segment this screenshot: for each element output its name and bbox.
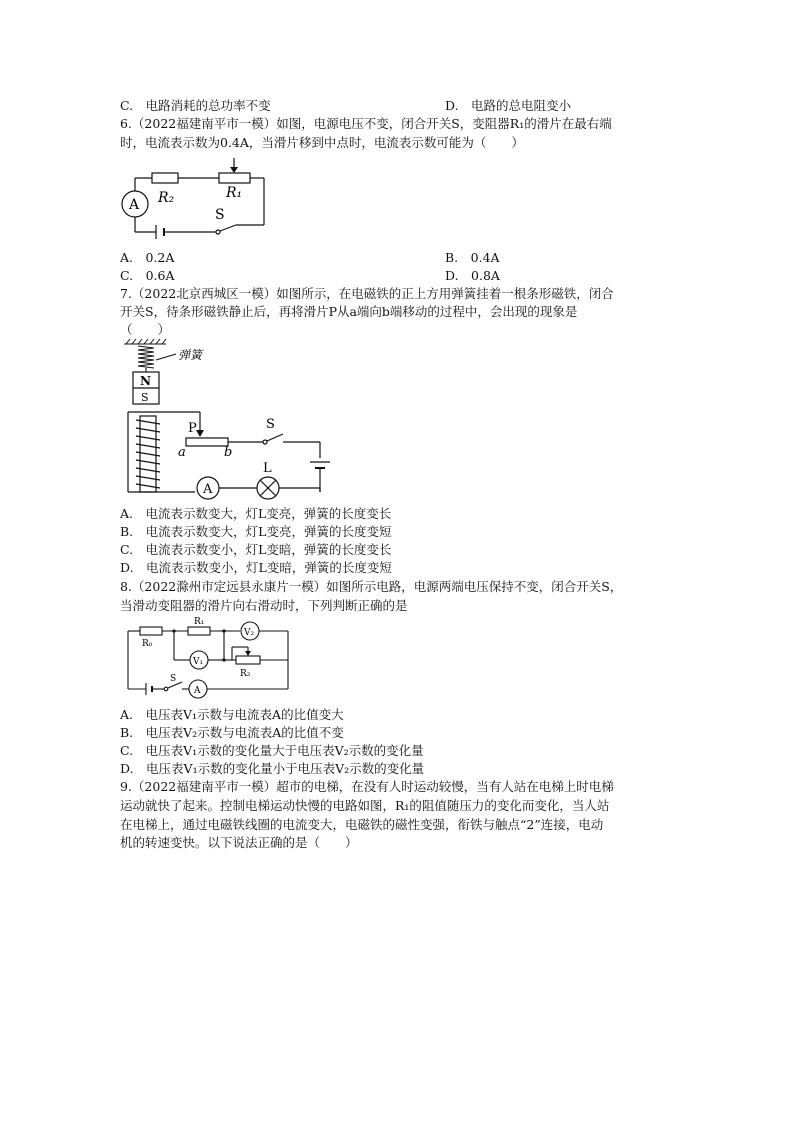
- q8-option-b: B. 电压表V₂示数与电流表A的比值不变: [120, 725, 344, 740]
- q7-spring-label: 弹簧: [178, 348, 203, 362]
- q7-north-pole-label: N: [140, 374, 151, 388]
- q8-r1-label: R₁: [194, 617, 205, 627]
- q8-circuit-diagram: [120, 613, 300, 699]
- q8-option-c: C. 电压表V₁示数的变化量大于电压表V₂示数的变化量: [120, 743, 424, 758]
- q6-stem-line1: 6.（2022福建南平市一模）如图，电源电压不变，闭合开关S，变阻器R₁的滑片在最右端: [120, 116, 612, 131]
- q6-option-b: B. 0.4A: [445, 250, 500, 265]
- q7-lamp-label: L: [263, 461, 272, 476]
- q7-stem-line2: 开关S，待条形磁铁静止后，再将滑片P从a端向b端移动的过程中，会出现的现象是: [120, 304, 578, 319]
- q8-ammeter-label: A: [194, 686, 201, 696]
- q7-option-b: B. 电流表示数变大，灯L变亮，弹簧的长度变短: [120, 524, 392, 539]
- q9-stem-line2: 运动就快了起来。控制电梯运动快慢的电路如图，R₁的阻值随压力的变化而变化，当人站: [120, 798, 610, 813]
- q9-stem-line4: 机的转速变快。以下说法正确的是（ ）: [120, 835, 358, 850]
- q8-option-d: D. 电压表V₁示数的变化量小于电压表V₂示数的变化量: [120, 761, 425, 776]
- q9-stem-line1: 9.（2022福建南平市一模）超市的电梯，在没有人时运动较慢，当有人站在电梯上时电梯: [120, 779, 614, 794]
- q6-r2-label: R₂: [158, 190, 175, 206]
- q7-south-pole-label: S: [141, 391, 149, 404]
- q7-option-d: D. 电流表示数变小，灯L变暗，弹簧的长度变短: [120, 560, 392, 575]
- q6-option-c: C. 0.6A: [120, 268, 175, 283]
- q7-option-c: C. 电流表示数变小，灯L变暗，弹簧的长度变长: [120, 542, 392, 557]
- q8-option-a: A. 电压表V₁示数与电流表A的比值变大: [120, 707, 344, 722]
- q6-stem-line2: 时，电流表示数为0.4A，当滑片移到中点时，电流表示数可能为（ ）: [120, 135, 524, 150]
- q6-circuit-diagram: [118, 152, 273, 246]
- q9-stem-line3: 在电梯上，通过电磁铁线圈的电流变大，电磁铁的磁性变强，衔铁与触点“2”连接，电动: [120, 817, 604, 832]
- q8-r2-label: R₂: [240, 669, 251, 679]
- q7-switch-label: S: [266, 417, 275, 432]
- q7-stem-line1: 7.（2022北京西城区一模）如图所示，在电磁铁的正上方用弹簧挂着一根条形磁铁，闭合: [120, 286, 614, 301]
- q8-v2-label: V₂: [244, 628, 255, 638]
- q8-stem-line1: 8.（2022滁州市定远县永康片一模）如图所示电路，电源两端电压保持不变，闭合开关S，: [120, 579, 623, 594]
- q5-option-c: C. 电路消耗的总功率不变: [120, 98, 271, 113]
- q7-slider-p-label: P: [188, 421, 197, 436]
- q7-ammeter-label: A: [203, 482, 213, 497]
- q5-option-d: D. 电路的总电阻变小: [445, 98, 572, 113]
- q6-option-a: A. 0.2A: [120, 250, 175, 265]
- q7-stem-line3: （ ）: [120, 322, 171, 337]
- q7-option-a: A. 电流表示数变大，灯L变亮，弹簧的长度变长: [120, 506, 392, 521]
- q6-switch-label: S: [215, 207, 225, 223]
- q8-v1-label: V₁: [193, 657, 204, 667]
- q6-r1-label: R₁: [226, 185, 243, 201]
- q7-electromagnet-diagram: [118, 338, 333, 500]
- q8-r0-label: R₀: [142, 639, 153, 649]
- q6-option-d: D. 0.8A: [445, 268, 500, 283]
- q7-end-a-label: a: [178, 445, 186, 460]
- q8-stem-line2: 当滑动变阻器的滑片向右滑动时，下列判断正确的是: [120, 598, 408, 613]
- q7-end-b-label: b: [224, 445, 233, 460]
- q6-ammeter-label: A: [129, 197, 140, 213]
- q8-switch-label: S: [170, 674, 177, 684]
